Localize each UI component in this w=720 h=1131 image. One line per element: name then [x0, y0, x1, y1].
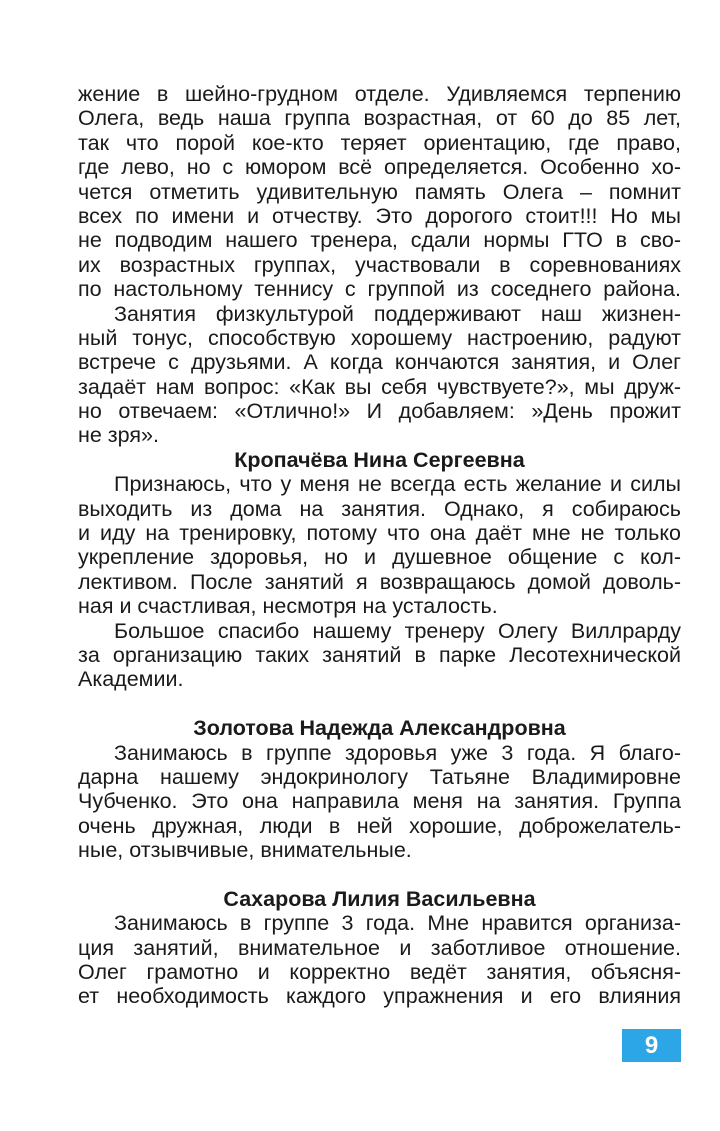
text-line: укрепление здоровья, но и душевное общение с кол-	[78, 545, 681, 570]
text-line: Олег грамотно и корректно ведёт занятия, объясня-	[78, 960, 681, 985]
page-number-badge: 9	[622, 1029, 681, 1062]
text-line: ет необходимость каждого упражнения и его влияния	[78, 984, 681, 1009]
text-line: Занимаюсь в группе 3 года. Мне нравится организа-	[114, 911, 681, 936]
text-line: где лево, но с юмором всё определяется. Особенно хо-	[78, 155, 681, 180]
text-line: Чубченко. Это она направила меня на занятия. Группа	[78, 789, 681, 814]
text-line: не зря».	[78, 423, 159, 448]
text-line: чется отметить удивительную память Олега – помнит	[78, 179, 681, 204]
author-heading: Сахарова Лилия Васильевна	[223, 886, 536, 911]
text-line: ный тонус, способствую хорошему настроению, радуют	[78, 325, 681, 350]
text-line: но отвечаем: «Отлично!» И добавляем: »День прожит	[78, 399, 681, 424]
text-line: встрече с друзьями. А когда кончаются занятия, и Олег	[78, 350, 681, 375]
paragraph-intro-2	[78, 302, 681, 448]
text-line: их возрастных группах, участвовали в соревнованиях	[78, 252, 681, 277]
author-heading: Кропачёва Нина Сергеевна	[234, 447, 525, 472]
text-line: задаёт нам вопрос: «Как вы себя чувствуете?», мы друж-	[78, 374, 681, 399]
text-line: так что порой кое-кто теряет ориентацию, где право,	[78, 130, 681, 155]
testimonial-kropacheva	[78, 472, 681, 692]
text-line: дарна нашему эндокринологу Татьяне Владимировне	[78, 764, 681, 789]
text-line: ная и счастливая, несмотря на усталость.	[78, 594, 498, 619]
page-body	[78, 82, 681, 1009]
section-gap	[78, 863, 681, 887]
author-heading: Золотова Надежда Александровна	[193, 716, 566, 741]
text-line: всех по имени и отчеству. Это дорогого стоит!!! Но мы	[78, 203, 681, 228]
text-line: лективом. После занятий я возвращаюсь домой доволь-	[78, 569, 681, 594]
text-line: Большое спасибо нашему тренеру Олегу Виллрарду	[114, 618, 681, 643]
text-line: ция занятий, внимательное и заботливое отношение.	[78, 935, 681, 960]
text-line: жение в шейно-грудном отделе. Удивляемся терпению	[78, 82, 681, 106]
text-line: Академии.	[78, 667, 184, 692]
text-line: очень дружная, люди в ней хорошие, доброжелатель-	[78, 813, 681, 838]
testimonial-zolotova	[78, 741, 681, 863]
text-line: Олега, ведь наша группа возрастная, от 60 до 85 лет,	[78, 106, 681, 131]
text-line: за организацию таких занятий в парке Лесотехнической	[78, 642, 681, 667]
paragraph-intro-1	[78, 82, 681, 302]
text-line: Занятия физкультурой поддерживают наш жизнен-	[114, 301, 681, 326]
testimonial-sakharova	[78, 911, 681, 1009]
text-line: ные, отзывчивые, внимательные.	[78, 838, 412, 863]
text-line: не подводим нашего тренера, сдали нормы ГТО в сво-	[78, 228, 681, 253]
text-line: и иду на тренировку, потому что она даёт мне не только	[78, 521, 681, 546]
section-gap	[78, 692, 681, 716]
text-line: Признаюсь, что у меня не всегда есть желание и силы	[114, 472, 681, 497]
text-line: Занимаюсь в группе здоровья уже 3 года. Я благо-	[114, 740, 681, 765]
text-line: по настольному теннису с группой из соседнего района.	[78, 277, 681, 302]
text-line: выходить из дома на занятия. Однако, я собираюсь	[78, 496, 681, 521]
